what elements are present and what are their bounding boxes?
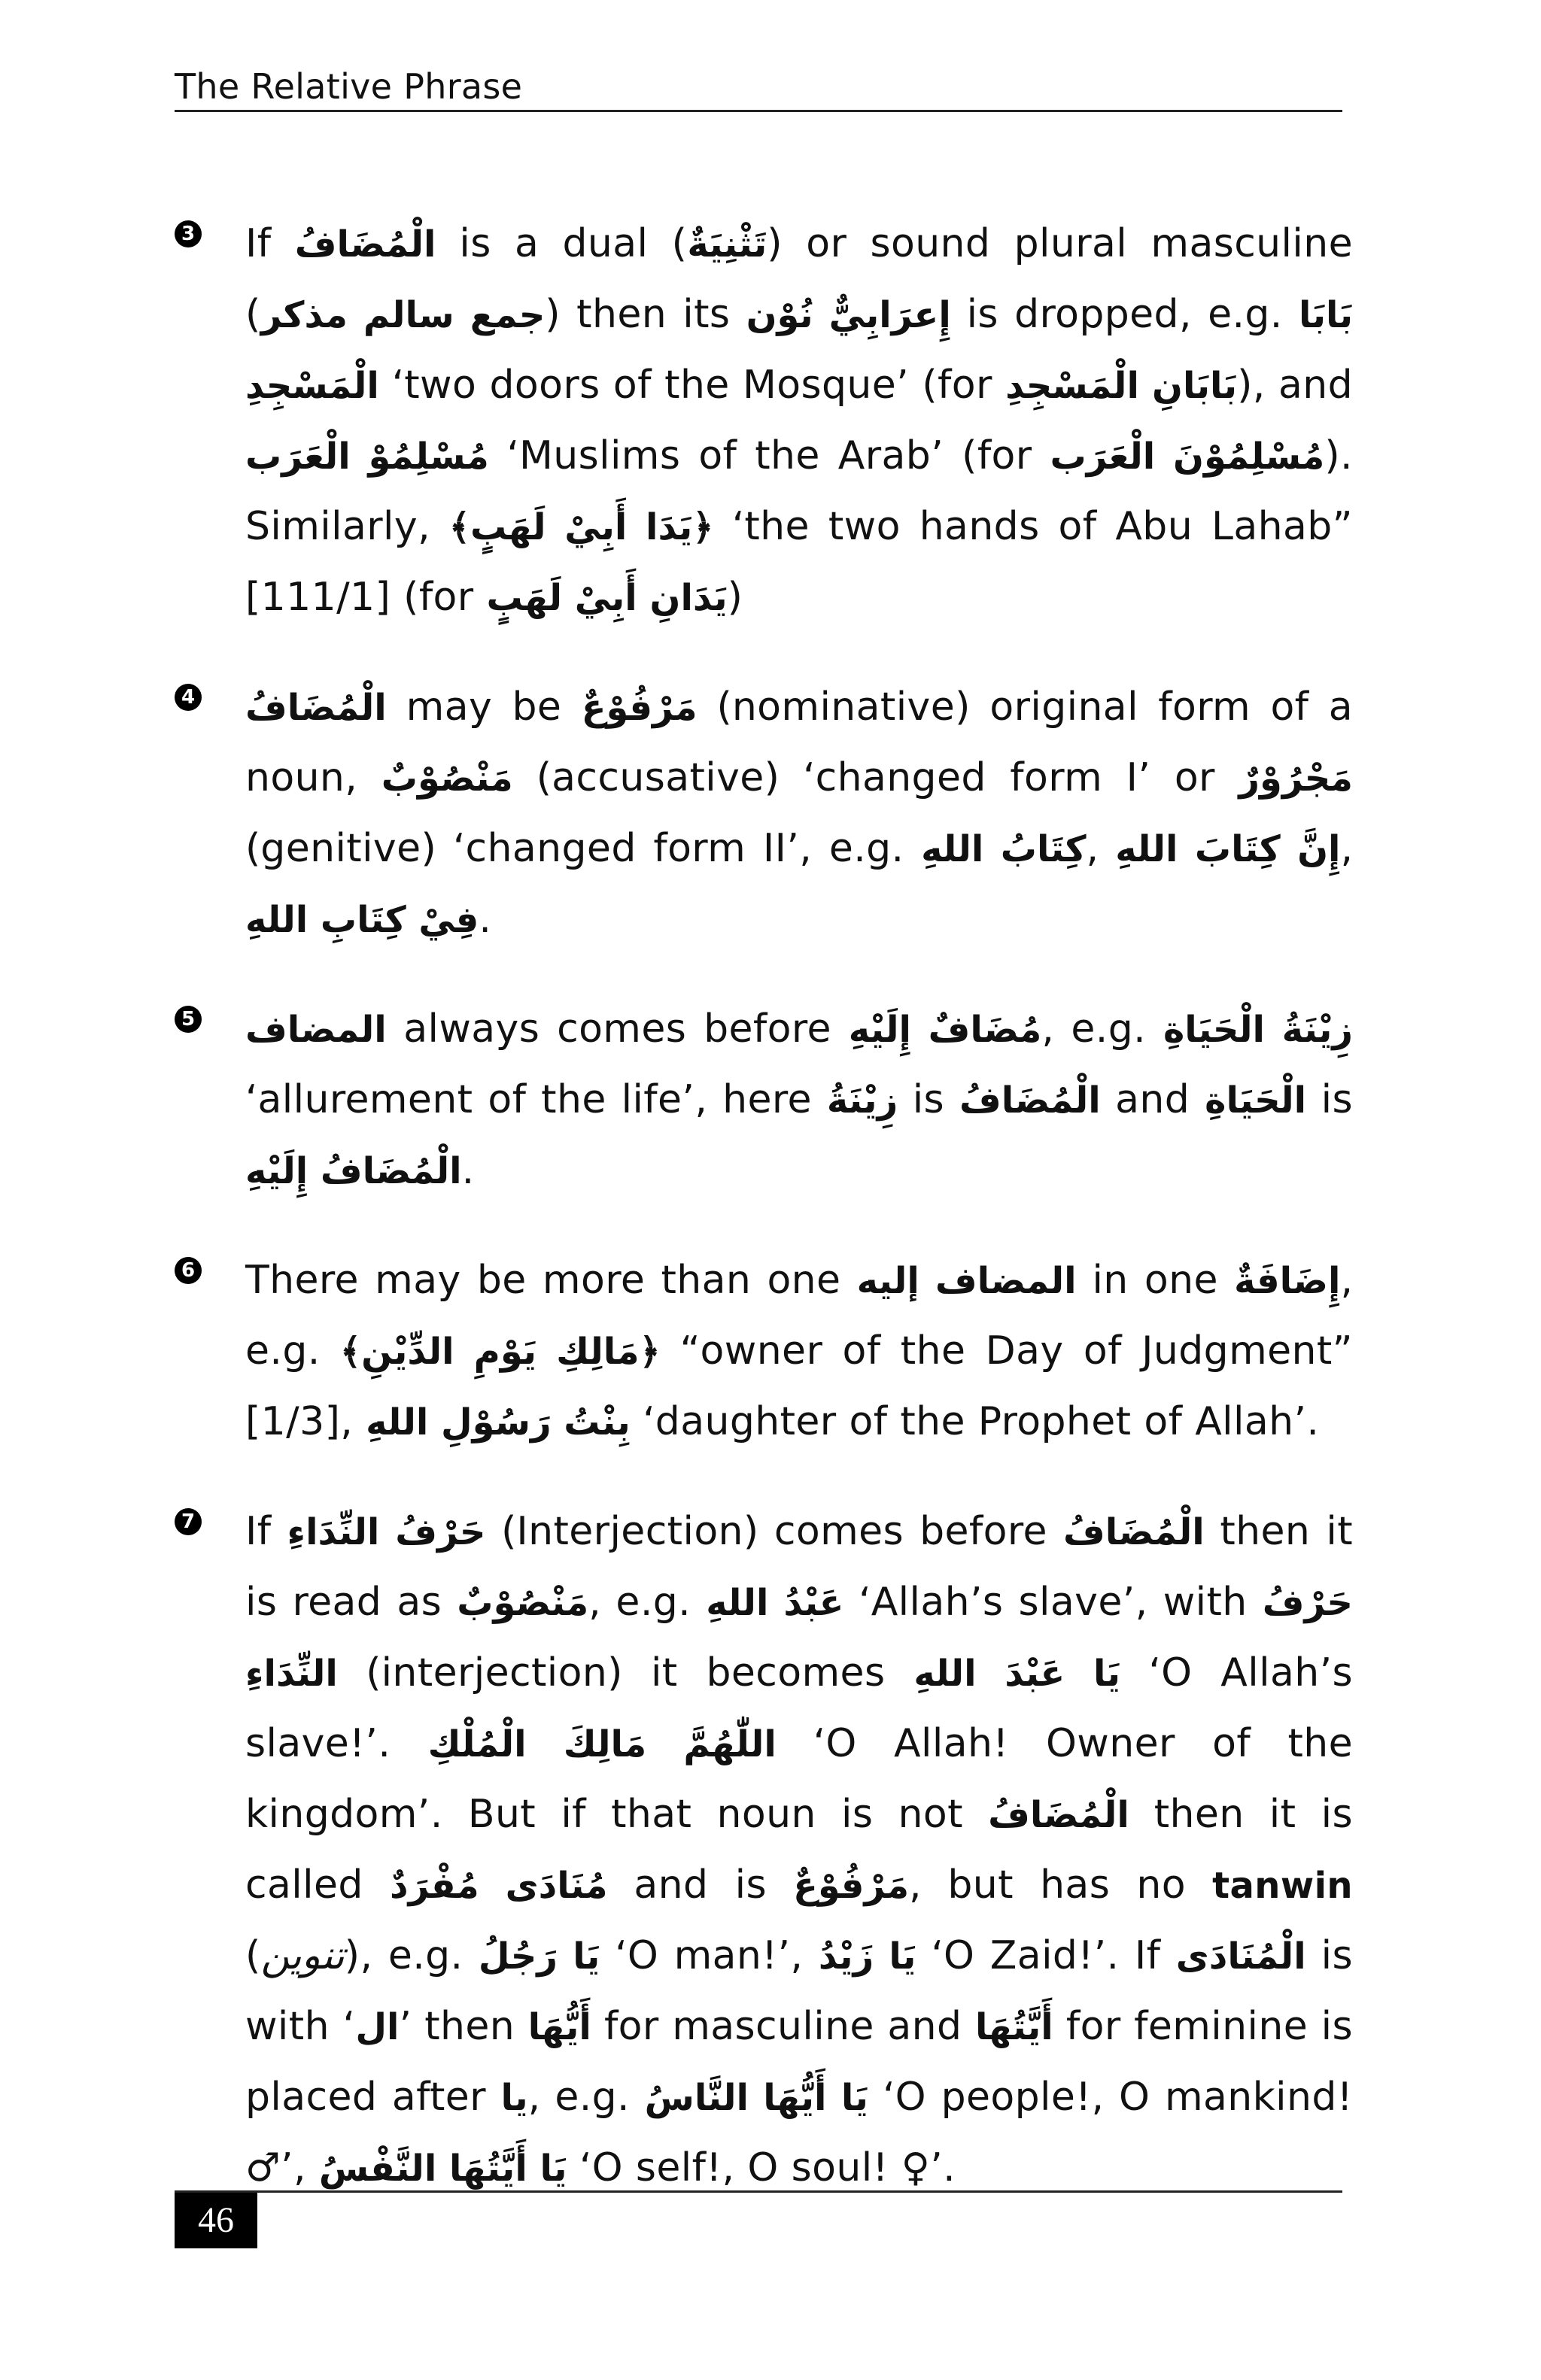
arabic-term: حَرْفُ النِّدَاءِ (245, 1582, 1353, 1695)
list-item (175, 672, 1353, 955)
item-number-badge: 7 (175, 1508, 202, 1535)
arabic-term: الْمُضَافُ (959, 1079, 1101, 1122)
arabic-term: تَثْنِيَةٌ (687, 223, 767, 266)
arabic-term: أَيَّتُهَا (974, 2006, 1053, 2048)
arabic-term: يَا رَجُلُ (478, 1935, 600, 1978)
arabic-term: مَرْفُوْعٌ (793, 1865, 910, 1907)
arabic-term: بِنْتُ رَسُوْلِ اللهِ (366, 1401, 631, 1443)
arabic-term: الْمُضَافُ (294, 223, 436, 266)
arabic-term: tanwin (1212, 1865, 1354, 1907)
arabic-term: اللّٰهُمَّ مَالِكَ الْمُلْكِ (427, 1723, 777, 1765)
arabic-term: مَنْصُوْبٌ (457, 1582, 589, 1624)
arabic-term: مَنْصُوْبٌ (381, 757, 513, 800)
arabic-term: يَدَانِ أَبِيْ لَهَبٍ (486, 577, 728, 619)
item-paragraph: المضاف always comes before مُضَافٌ إِلَيْهِ, e.g. زِيْنَةُ الْحَيَاةِ ‘allurement of the life’, here زِيْنَةُ is الْمُضَافُ and الْحَيَاةِ is الْمُضَافُ إِلَيْهِ. (245, 1006, 1354, 1193)
arabic-term: مَجْرُوْرٌ (1239, 757, 1353, 800)
item-paragraph: There may be more than one المضاف إليه in one إِضَافَةٌ, e.g. ﴿مَالِكِ يَوْمِ الدِّيْنِ﴾ “owner of the Day of Judgment” [1/3], بِنْتُ رَسُوْلِ اللهِ ‘daughter of the Prophet of Allah’. (245, 1258, 1354, 1444)
arabic-term: الْمُضَافُ (245, 687, 387, 729)
item-number-badge: 4 (175, 684, 202, 711)
list-item (175, 994, 1353, 1207)
arabic-term: جمع سالم مذكر (260, 294, 546, 336)
arabic-term: زِيْنَةُ الْحَيَاةِ (1163, 1009, 1354, 1051)
item-number-badge: 3 (175, 220, 202, 247)
page-footer (175, 2190, 1342, 2240)
arabic-term: يَا أَيَّتُهَا النَّفْسُ (318, 2148, 567, 2190)
arabic-term: إِنَّ كِتَابَ اللهِ (1115, 828, 1341, 870)
page-number: 46 (175, 2193, 257, 2248)
arabic-term: المضاف (245, 1009, 387, 1051)
arabic-term: المضاف إليه (856, 1260, 1077, 1302)
arabic-term: بَابَا الْمَسْجِدِ (245, 294, 1354, 407)
arabic-term: مُنَادَى مُفْرَدٌ (389, 1865, 608, 1907)
arabic-term: الْمُضَافُ إِلَيْهِ (245, 1150, 462, 1192)
arabic-term: إِعرَابِيٌّ نُوْن (746, 294, 951, 336)
item-paragraph: الْمُضَافُ may be مَرْفُوْعٌ (nominative) original form of a noun, مَنْصُوْبٌ (accusative) ‘changed form I’ or مَجْرُوْرٌ (genitive) ‘changed form II’, e.g. كِتَابُ اللهِ, إِنَّ كِتَابَ اللهِ, فِيْ كِتَابِ اللهِ. (245, 685, 1354, 942)
arabic-term: حَرْفُ النِّدَاءِ (287, 1511, 486, 1553)
quran-quote: ﴿يَدَا أَبِيْ لَهَبٍ﴾ (448, 506, 714, 548)
list-item (175, 1497, 1353, 2204)
arabic-term: إِضَافَةٌ (1234, 1260, 1341, 1302)
quran-quote: ﴿مَالِكِ يَوْمِ الدِّيْنِ﴾ (340, 1331, 661, 1373)
arabic-term: مُسْلِمُوْ الْعَرَب (245, 436, 489, 478)
item-number-badge: 5 (175, 1006, 202, 1033)
page-header (175, 65, 1342, 112)
running-header-title: The Relative Phrase (175, 66, 523, 107)
list-item (175, 209, 1353, 633)
page-content (175, 170, 1353, 2243)
arabic-term: مُضَافٌ إِلَيْهِ (848, 1009, 1042, 1051)
arabic-term: زِيْنَةُ (826, 1079, 898, 1122)
arabic-term: مُسْلِمُوْنَ الْعَرَب (1050, 436, 1325, 478)
arabic-term: عَبْدُ اللهِ (706, 1582, 844, 1624)
arabic-term: كِتَابُ اللهِ (921, 828, 1087, 870)
item-number-badge: 6 (175, 1257, 202, 1284)
arabic-term: الْمُنَادَى (1175, 1935, 1306, 1978)
arabic-term: بَابَانِ الْمَسْجِدِ (1005, 365, 1238, 407)
arabic-term: أَيُّهَا (527, 2006, 591, 2048)
item-paragraph: If الْمُضَافُ is a dual (تَثْنِيَةٌ) or sound plural masculine (جمع سالم مذكر) then its إِعرَابِيٌّ نُوْن is dropped, e.g. بَابَا الْمَسْجِدِ ‘two doors of the Mosque’ (for بَابَانِ الْمَسْجِدِ), and مُسْلِمُوْ الْعَرَب ‘Muslims of the Arab’ (for مُسْلِمُوْنَ الْعَرَب). Similarly, ﴿يَدَا أَبِيْ لَهَبٍ﴾ ‘the two hands of Abu Lahab” [111/1] (for يَدَانِ أَبِيْ لَهَبٍ) (245, 221, 1354, 620)
item-paragraph: If حَرْفُ النِّدَاءِ (Interjection) comes before الْمُضَافُ then it is read as مَنْصُوْبٌ, e.g. عَبْدُ اللهِ ‘Allah’s slave’, with حَرْفُ النِّدَاءِ (interjection) it becomes يَا عَبْدَ اللهِ ‘O Allah’s slave!’. اللّٰهُمَّ مَالِكَ الْمُلْكِ ‘O Allah! Owner of the kingdom’. But if that noun is not الْمُضَافُ then it is called مُنَادَى مُفْرَدٌ and is مَرْفُوْعٌ, but has no tanwin (تنوين), e.g. يَا رَجُلُ ‘O man!’, يَا زَيْدُ ‘O Zaid!’. If الْمُنَادَى is with ‘ال’ then أَيُّهَا for masculine and أَيَّتُهَا for feminine is placed after يا, e.g. يَا أَيُّهَا النَّاسُ ‘O people!, O mankind! ♂’, يَا أَيَّتُهَا النَّفْسُ ‘O self!, O soul! ♀’. (245, 1509, 1354, 2190)
italic-term: تنوين (260, 1933, 345, 1978)
arabic-term: يَا زَيْدُ (818, 1935, 916, 1978)
arabic-term: يا (500, 2077, 528, 2119)
arabic-term: الْحَيَاةِ (1205, 1079, 1307, 1122)
arabic-term: يَا أَيُّهَا النَّاسُ (644, 2077, 868, 2119)
arabic-term: يَا عَبْدَ اللهِ (913, 1653, 1121, 1695)
arabic-term: الْمُضَافُ (1062, 1511, 1205, 1553)
arabic-term: مَرْفُوْعٌ (581, 687, 698, 729)
list-item (175, 1246, 1353, 1458)
arabic-term: فِيْ كِتَابِ اللهِ (245, 899, 479, 941)
arabic-term: ال (355, 2006, 400, 2048)
arabic-term: الْمُضَافُ (988, 1794, 1129, 1836)
